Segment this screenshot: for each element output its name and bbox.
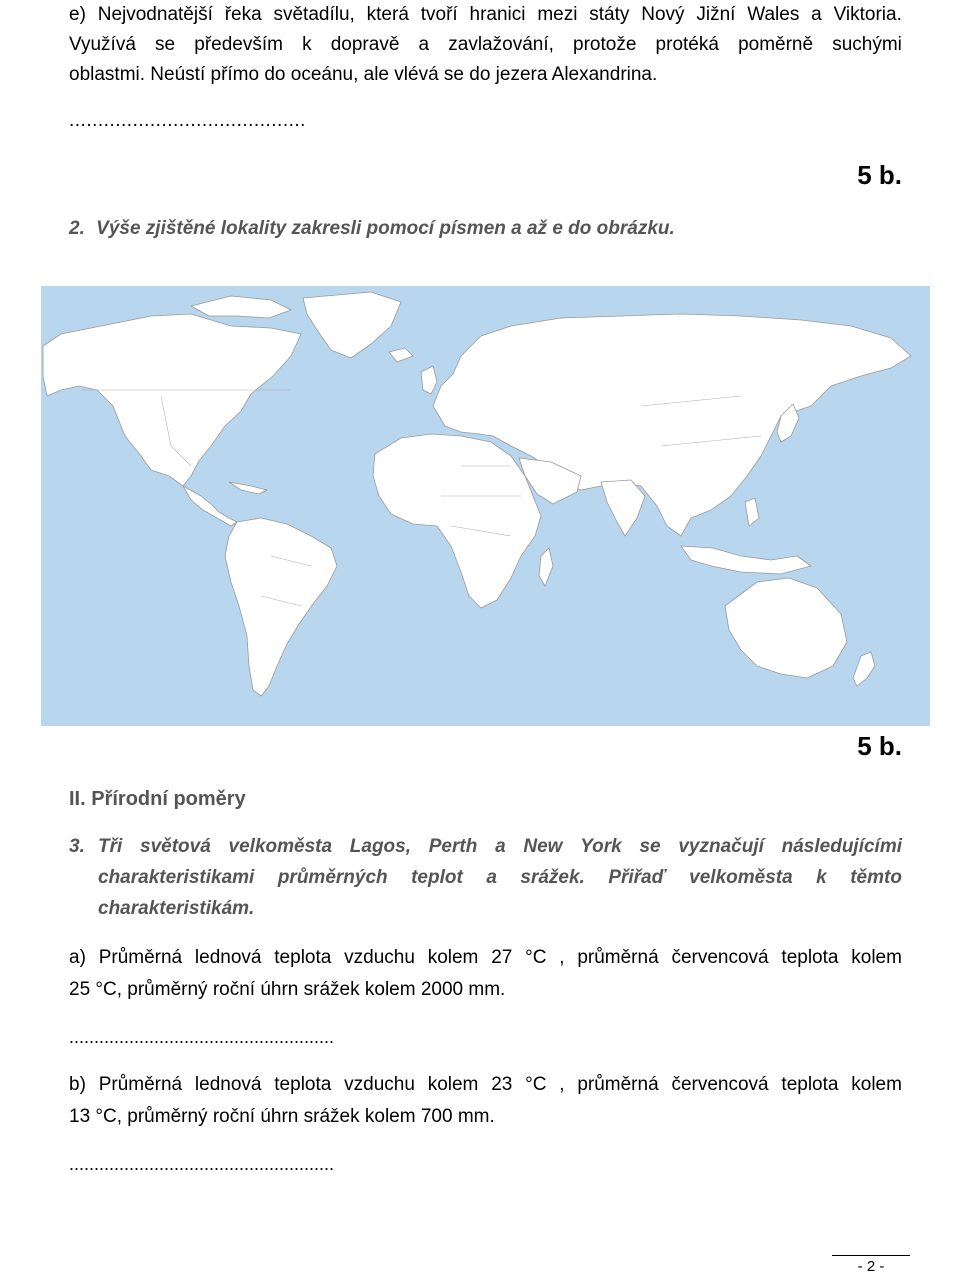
q1e-line-3: oblastmi. Neústí přímo do oceánu, ale vlévá se do jezera Alexandrina. <box>69 64 658 85</box>
q2-number: 2. <box>69 218 85 239</box>
q1e-answer-blank: ......................................... <box>69 110 306 131</box>
page-number: - 2 - <box>832 1255 910 1276</box>
q3b-line-2: 13 °C, průměrný roční úhrn srážek kolem 700 mm. <box>69 1106 495 1127</box>
q3a-line-1: a) Průměrná lednová teplota vzduchu kolem 27 °C , průměrná červencová teplota kolem <box>69 947 902 968</box>
q2-text <box>69 218 675 240</box>
q1e-line-1: e) Nejvodnatější řeka světadílu, která tvoří hranici mezi státy Nový Jižní Wales a Viktoria. <box>69 4 902 25</box>
q3a-answer-blank: ..................................................... <box>69 1027 335 1047</box>
section2-points: 5 b. <box>857 731 902 761</box>
section2-heading: II. Přírodní poměry <box>69 788 246 810</box>
q3-line-3: charakteristikám. <box>98 898 255 919</box>
q3-number: 3. <box>69 836 85 857</box>
q3b-line-1: b) Průměrná lednová teplota vzduchu kolem 23 °C , průměrná červencová teplota kolem <box>69 1074 902 1095</box>
q3b-answer-blank: ..................................................... <box>69 1154 335 1174</box>
q3-line-1: Tři světová velkoměsta Lagos, Perth a New York se vyznačují následujícími <box>98 836 902 857</box>
q2-points: 5 b. <box>857 160 902 190</box>
q1e-line-2: Využívá se především k dopravě a zavlažování, protože protéká poměrně suchými <box>69 34 902 55</box>
q3-line-2: charakteristikami průměrných teplot a srážek. Přiřaď velkoměsta k těmto <box>98 867 902 888</box>
world-map <box>41 286 930 726</box>
q3a-line-2: 25 °C, průměrný roční úhrn srážek kolem 2000 mm. <box>69 979 506 1000</box>
q2-instruction: Výše zjištěné lokality zakresli pomocí písmen a až e do obrázku. <box>96 218 675 239</box>
